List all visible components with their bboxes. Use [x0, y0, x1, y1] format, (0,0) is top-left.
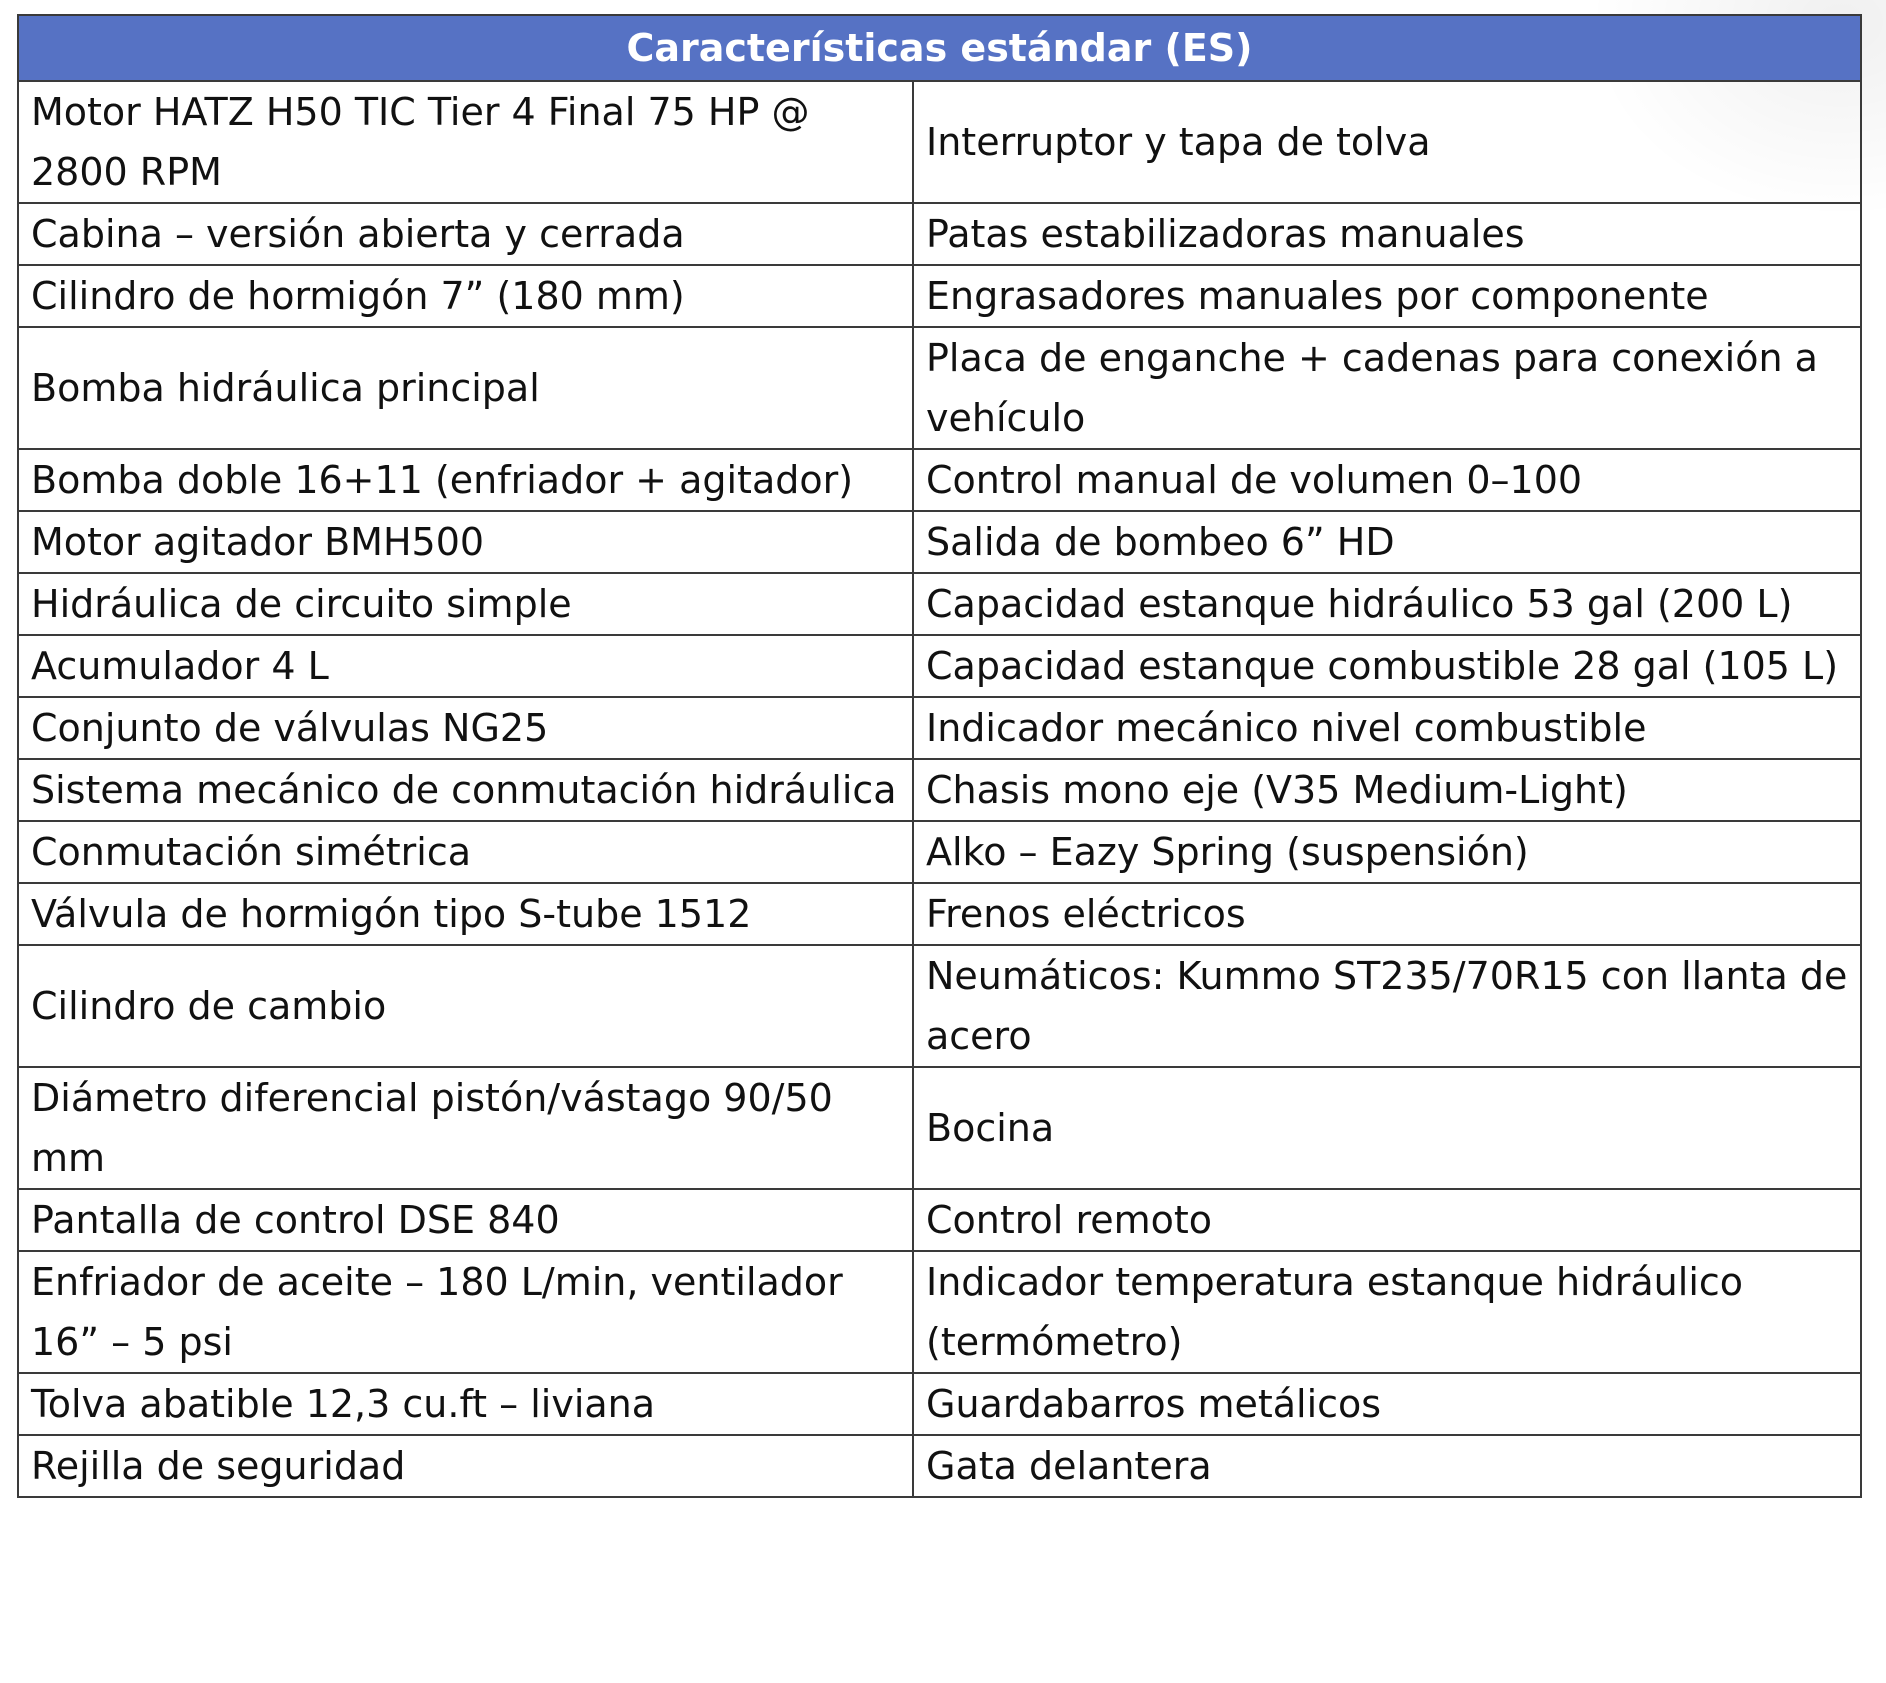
- feature-cell-left: Diámetro diferencial pistón/vástago 90/50 mm: [18, 1067, 913, 1189]
- standard-features-table: [17, 14, 1862, 1498]
- feature-cell-left: Sistema mecánico de conmutación hidráulica: [18, 759, 913, 821]
- feature-cell-right: Placa de enganche + cadenas para conexión a vehículo: [913, 327, 1861, 449]
- table-row: [18, 449, 1861, 511]
- feature-cell-left: Conjunto de válvulas NG25: [18, 697, 913, 759]
- feature-cell-left: Enfriador de aceite – 180 L/min, ventilador 16” – 5 psi: [18, 1251, 913, 1373]
- table-row: [18, 203, 1861, 265]
- table-row: [18, 511, 1861, 573]
- table-header-row: [18, 15, 1861, 81]
- table-row: [18, 1435, 1861, 1497]
- feature-cell-right: Gata delantera: [913, 1435, 1861, 1497]
- feature-cell-left: Bomba doble 16+11 (enfriador + agitador): [18, 449, 913, 511]
- feature-cell-left: Rejilla de seguridad: [18, 1435, 913, 1497]
- feature-cell-right: Capacidad estanque hidráulico 53 gal (200 L): [913, 573, 1861, 635]
- feature-cell-right: Indicador mecánico nivel combustible: [913, 697, 1861, 759]
- feature-cell-right: Chasis mono eje (V35 Medium-Light): [913, 759, 1861, 821]
- table-row: [18, 265, 1861, 327]
- feature-cell-left: Pantalla de control DSE 840: [18, 1189, 913, 1251]
- table-row: [18, 573, 1861, 635]
- feature-cell-right: Control manual de volumen 0–100: [913, 449, 1861, 511]
- feature-cell-left: Motor agitador BMH500: [18, 511, 913, 573]
- feature-cell-right: Control remoto: [913, 1189, 1861, 1251]
- feature-cell-right: Alko – Eazy Spring (suspensión): [913, 821, 1861, 883]
- feature-cell-right: Patas estabilizadoras manuales: [913, 203, 1861, 265]
- feature-cell-left: Acumulador 4 L: [18, 635, 913, 697]
- table-row: [18, 1373, 1861, 1435]
- table-row: [18, 759, 1861, 821]
- table-row: [18, 697, 1861, 759]
- table-row: [18, 1251, 1861, 1373]
- feature-cell-left: Motor HATZ H50 TIC Tier 4 Final 75 HP @ 2800 RPM: [18, 81, 913, 203]
- feature-cell-right: Capacidad estanque combustible 28 gal (105 L): [913, 635, 1861, 697]
- table-title: Características estándar (ES): [18, 15, 1861, 81]
- feature-cell-left: Hidráulica de circuito simple: [18, 573, 913, 635]
- table-row: [18, 1189, 1861, 1251]
- feature-cell-left: Cabina – versión abierta y cerrada: [18, 203, 913, 265]
- feature-cell-left: Tolva abatible 12,3 cu.ft – liviana: [18, 1373, 913, 1435]
- table-row: [18, 945, 1861, 1067]
- feature-cell-right: Engrasadores manuales por componente: [913, 265, 1861, 327]
- table-row: [18, 821, 1861, 883]
- feature-cell-left: Bomba hidráulica principal: [18, 327, 913, 449]
- table-row: [18, 81, 1861, 203]
- feature-cell-right: Guardabarros metálicos: [913, 1373, 1861, 1435]
- feature-cell-right: Indicador temperatura estanque hidráulico (termómetro): [913, 1251, 1861, 1373]
- feature-cell-left: Conmutación simétrica: [18, 821, 913, 883]
- feature-cell-right: Neumáticos: Kummo ST235/70R15 con llanta de acero: [913, 945, 1861, 1067]
- table-row: [18, 635, 1861, 697]
- feature-cell-right: Interruptor y tapa de tolva: [913, 81, 1861, 203]
- feature-cell-right: Frenos eléctricos: [913, 883, 1861, 945]
- feature-cell-right: Bocina: [913, 1067, 1861, 1189]
- feature-cell-left: Válvula de hormigón tipo S-tube 1512: [18, 883, 913, 945]
- table-row: [18, 883, 1861, 945]
- feature-cell-left: Cilindro de cambio: [18, 945, 913, 1067]
- feature-cell-left: Cilindro de hormigón 7” (180 mm): [18, 265, 913, 327]
- feature-cell-right: Salida de bombeo 6” HD: [913, 511, 1861, 573]
- table-row: [18, 327, 1861, 449]
- table-row: [18, 1067, 1861, 1189]
